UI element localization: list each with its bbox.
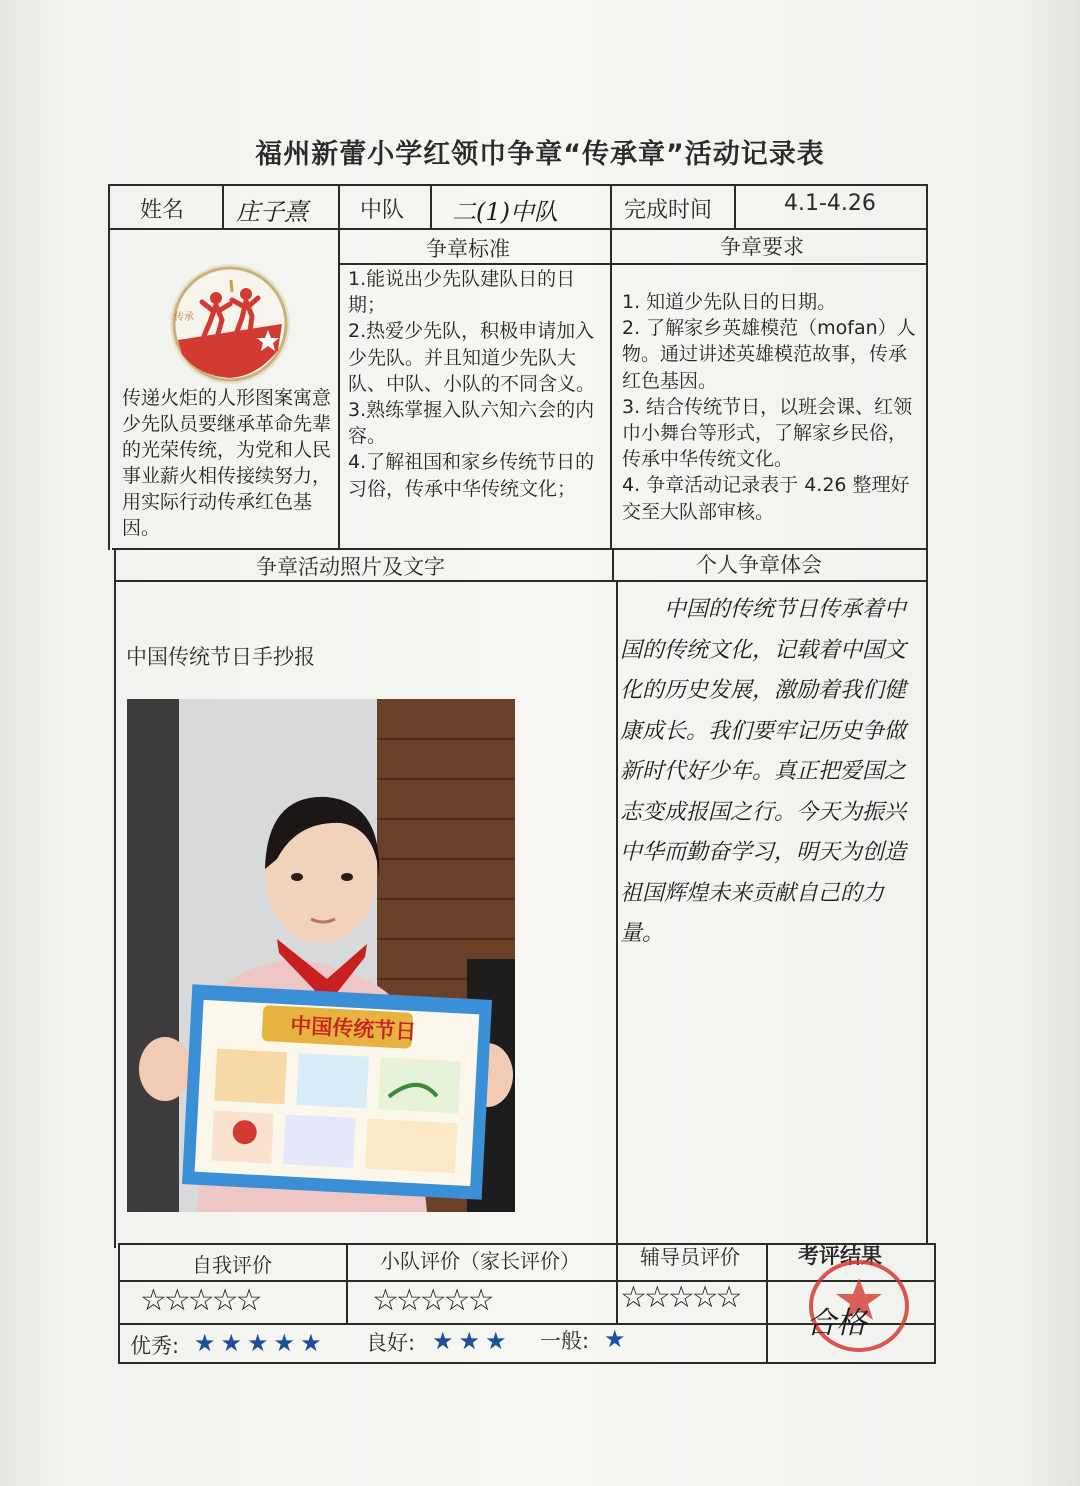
table-border-right <box>934 1243 936 1364</box>
criteria-heading: 争章标准 <box>426 237 510 261</box>
table-border-top <box>108 184 928 186</box>
requirements-heading: 争章要求 <box>720 235 804 259</box>
counselor-eval-label: 辅导员评价 <box>640 1245 740 1269</box>
requirements-list <box>622 289 918 525</box>
table-border-right <box>926 184 928 1244</box>
reflection-text: 中国的传统节日传承着中国的传统文化，记载着中国文化的历史发展，激励着我们健康成长。我们要牢记历史争做新时代好少年。真正把爱国之志变成报国之行。今天为振兴中华而勤奋学习，明天为创造祖国辉煌未来贡献自己的力量。 <box>620 597 907 946</box>
criteria-item: 4.了解祖国和家乡传统节日的习俗，传承中华传统文化； <box>348 451 595 500</box>
legend-normal-stars: ★ <box>604 1325 631 1353</box>
requirement-item: 1. 知道少先队日的日期。 <box>622 291 837 313</box>
activity-caption: 中国传统节日手抄报 <box>126 645 315 669</box>
table-line <box>610 184 612 548</box>
table-border-left <box>108 184 110 550</box>
legend-good-stars: ★★★ <box>432 1327 512 1355</box>
table-line <box>766 1243 768 1364</box>
badge-description: 传递火炬的人形图案寓意少先队员要继承革命先辈的光荣传统，为党和人民事业薪火相传接续努力，用实际行动传承红色基因。 <box>122 387 332 539</box>
table-line <box>616 1243 618 1323</box>
squad-label: 中队 <box>360 198 405 223</box>
squad-value: 二(1)中队 <box>452 198 558 226</box>
activity-heading: 争章活动照片及文字 <box>256 555 445 579</box>
legend-normal-label: 一般: <box>540 1329 590 1353</box>
activity-photo <box>127 699 515 1212</box>
poster-title: 中国传统节日 <box>289 1013 417 1045</box>
table-line <box>734 184 736 228</box>
table-border-left <box>118 1243 120 1364</box>
legend-excellent-stars: ★★★★★ <box>194 1329 327 1357</box>
table-line <box>612 548 614 580</box>
table-line <box>114 580 928 582</box>
reflection-heading: 个人争章体会 <box>696 553 822 577</box>
table-line <box>222 184 224 228</box>
badge-emblem-icon <box>168 262 292 386</box>
student-photo-illustration <box>127 699 515 1212</box>
table-line <box>346 1243 348 1323</box>
legend-excellent-label: 优秀: <box>130 1334 180 1358</box>
page-title: 福州新蕾小学红领巾争章“传承章”活动记录表 <box>255 139 825 170</box>
time-value: 4.1-4.26 <box>784 191 876 216</box>
name-label: 姓名 <box>140 198 185 223</box>
result-label: 考评结果 <box>798 1244 882 1268</box>
requirement-item: 4. 争章活动记录表于 4.26 整理好交至大队部审核。 <box>622 474 910 523</box>
table-line <box>108 228 928 230</box>
requirement-item: 3. 结合传统节日，以班会课、红领巾小舞台等形式，了解家乡民俗，传承中华传统文化。 <box>622 395 913 471</box>
criteria-item: 2.热爱少先队，积极申请加入少先队。并且知道少先队大队、中队、小队的不同含义。 <box>348 320 596 395</box>
criteria-list <box>348 266 602 502</box>
legend-good-label: 良好: <box>366 1331 416 1355</box>
badge-logo <box>168 262 292 386</box>
team-eval-stars: ☆☆☆☆☆ <box>372 1283 492 1318</box>
criteria-item: 1.能说出少先队建队日的日期； <box>348 268 576 317</box>
table-line <box>338 184 340 548</box>
self-eval-label: 自我评价 <box>192 1253 272 1277</box>
counselor-eval-stars: ☆☆☆☆☆ <box>620 1280 740 1315</box>
name-value: 庄子熹 <box>236 198 308 226</box>
table-line <box>338 263 928 265</box>
criteria-item: 3.熟练掌握入队六知六会的内容。 <box>348 399 595 448</box>
requirement-item: 2. 了解家乡英雄模范（mofan）人物。通过讲述英雄模范故事，传承红色基因。 <box>622 317 916 392</box>
self-eval-stars: ☆☆☆☆☆ <box>140 1283 260 1318</box>
table-border-left <box>114 548 116 1248</box>
result-value: 合格 <box>806 1306 866 1341</box>
table-line <box>616 580 618 1245</box>
team-eval-label: 小队评价（家长评价） <box>380 1249 580 1273</box>
table-border-bottom <box>118 1362 936 1364</box>
table-line <box>430 184 432 228</box>
badge-center-text: 传承 <box>174 312 194 323</box>
time-label: 完成时间 <box>624 198 713 223</box>
